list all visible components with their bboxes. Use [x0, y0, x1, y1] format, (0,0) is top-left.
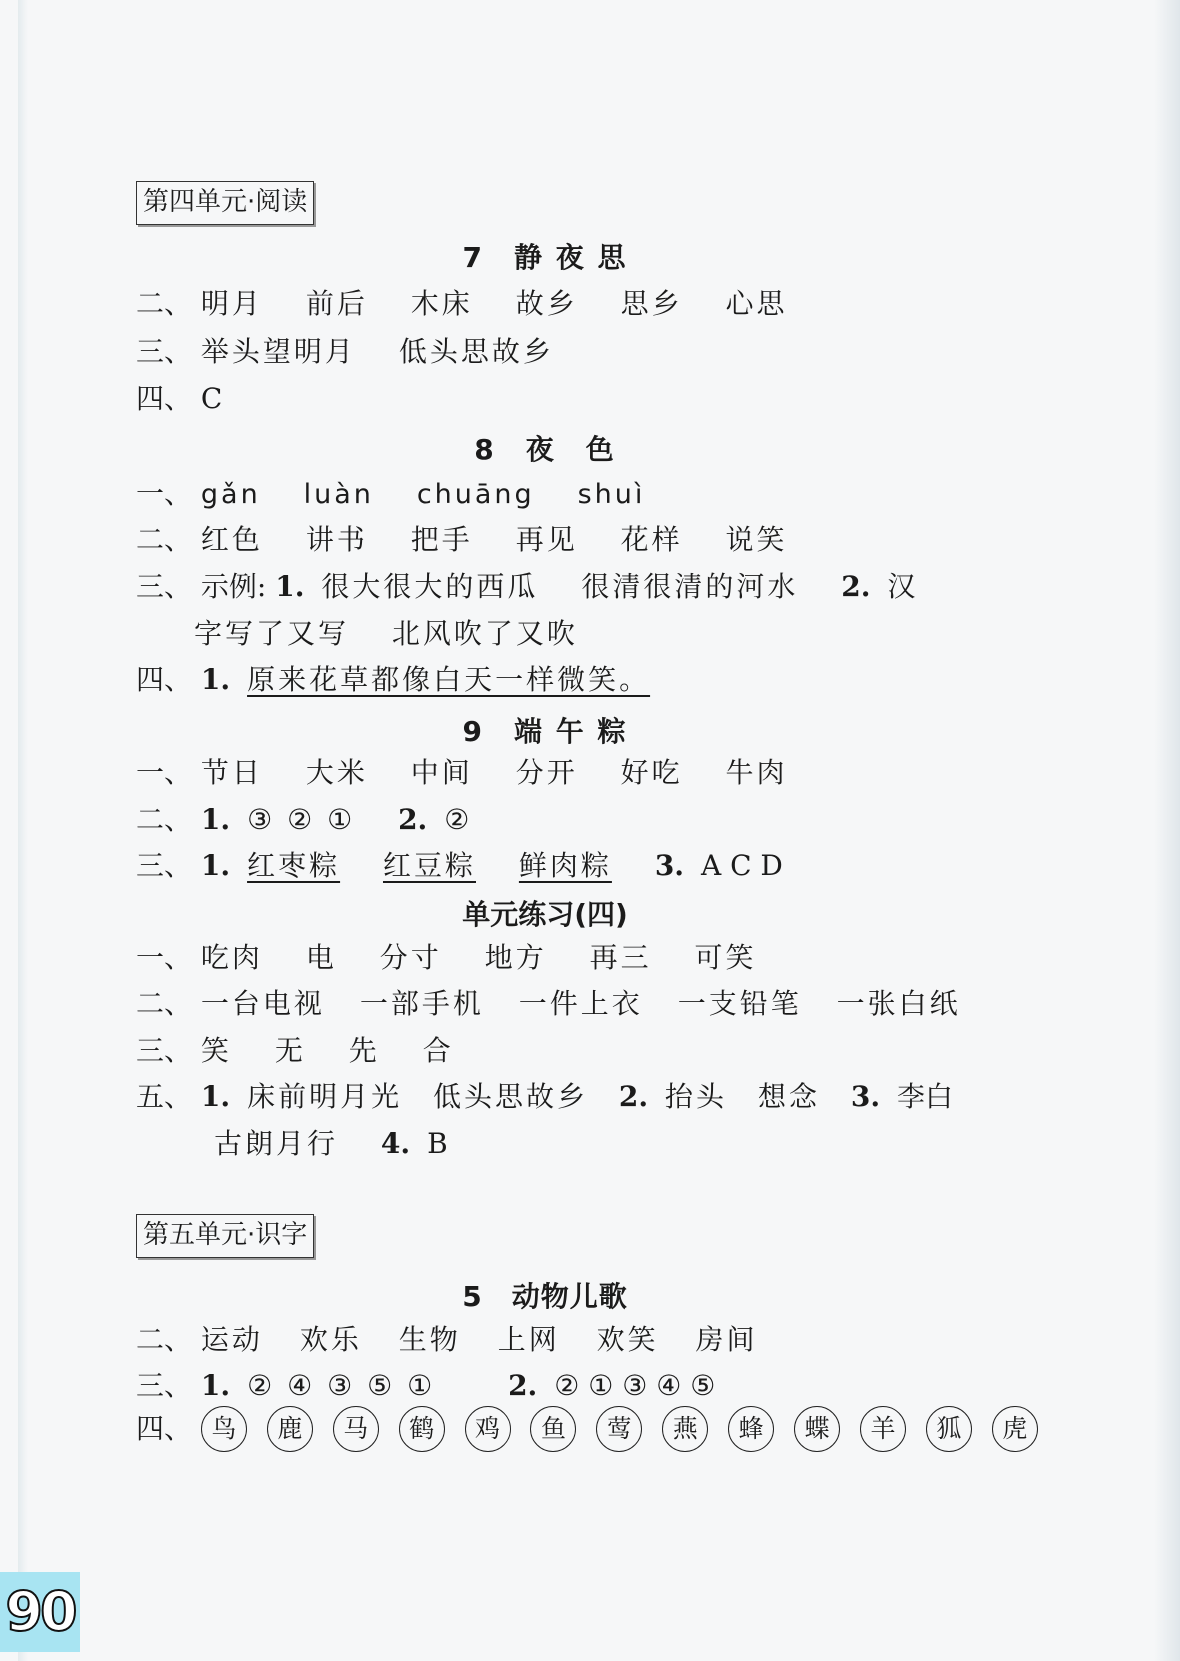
circled-animal: 鹿: [267, 1406, 313, 1452]
circled-animal: 鸡: [465, 1406, 511, 1452]
l8-q4-line: [136, 662, 650, 698]
l9-q1-item: 好吃: [620, 756, 683, 789]
l9-q1-item: 中间: [410, 756, 473, 789]
l8-q1-pinyin: gǎn: [200, 479, 261, 510]
practice-q5-num: 2.: [618, 1080, 649, 1113]
page-number: 90: [0, 1572, 80, 1652]
practice-q2-item: 一支铅笔: [677, 987, 802, 1020]
practice-q5-num: 1.: [200, 1080, 231, 1113]
l9-q2-num: 1.: [200, 803, 231, 836]
l9-q3-line: [136, 848, 783, 884]
l7-q4-label: 四、: [136, 382, 193, 415]
l7-q2-item: 明月: [200, 287, 263, 320]
practice-q2-item: 一张白纸: [836, 987, 961, 1020]
l9-q1-item: 节日: [200, 756, 263, 789]
l9-q3-answer: A C D: [700, 849, 783, 882]
l8-q1-label: 一、: [136, 477, 193, 510]
lesson-9-title: 9 端 午 粽: [462, 715, 628, 748]
practice-q5-item: 低头思故乡: [432, 1080, 588, 1113]
l8-q3-cont: 汉: [887, 570, 916, 603]
l8-q2-item: 讲书: [305, 523, 368, 556]
l9-q2-answer: ②: [444, 803, 470, 836]
practice-q5-label: 五、: [136, 1080, 193, 1113]
practice-q5-item: B: [427, 1127, 448, 1160]
practice-q3-item: 合: [422, 1034, 454, 1067]
practice-q5-line: [136, 1079, 953, 1115]
lesson-8-title: 8 夜 色: [474, 433, 616, 466]
practice-q1-item: 地方: [484, 941, 547, 974]
practice-q2-line: [136, 986, 961, 1022]
l9-q1-line: [136, 755, 822, 791]
practice-q5-item: 李白: [897, 1080, 954, 1113]
l9-q3-item: 红枣粽: [247, 849, 341, 882]
l9-q2-label: 二、: [136, 803, 193, 836]
l5-q3-answer: ② ④ ③ ⑤ ①: [247, 1369, 436, 1402]
l7-q2-label: 二、: [136, 287, 193, 320]
l9-q2-num: 2.: [398, 803, 428, 836]
practice-q5-item: 抬头: [665, 1080, 728, 1113]
practice-q5-item: 古朗月行: [214, 1127, 339, 1160]
circled-animal: 蜂: [728, 1406, 774, 1452]
l8-q2-item: 再见: [515, 523, 578, 556]
practice-q5-num: 4.: [380, 1127, 411, 1160]
practice-q3-item: 笑: [200, 1034, 232, 1067]
l9-q1-item: 牛肉: [725, 756, 788, 789]
l5-q2-item: 上网: [497, 1323, 560, 1356]
l9-q2-answer: ③ ② ①: [247, 803, 356, 836]
l8-q3-cont-item: 北风吹了又吹: [391, 617, 578, 650]
l7-q3-item: 举头望明月: [200, 335, 356, 368]
l5-q3-label: 三、: [136, 1369, 193, 1402]
lesson-7-title: 7 静 夜 思: [462, 241, 628, 274]
l5-q3-answer: ② ① ③ ④ ⑤: [554, 1369, 716, 1402]
l8-q1-line: [136, 476, 679, 513]
practice-q5-num: 3.: [850, 1080, 881, 1113]
l5-q3-line: [136, 1368, 715, 1404]
circled-animal: 马: [333, 1406, 379, 1452]
l8-q4-label: 四、: [136, 663, 193, 696]
l8-q1-pinyin: luàn: [303, 479, 374, 510]
l8-q2-item: 红色: [200, 523, 263, 556]
practice-q3-line: [136, 1033, 488, 1069]
l8-q1-pinyin: shuì: [577, 479, 646, 510]
l7-q4-answer: C: [200, 382, 223, 415]
practice-q1-item: 可笑: [694, 941, 757, 974]
l9-q3-num: 1.: [200, 849, 231, 882]
practice-q5-item: 想念: [757, 1080, 820, 1113]
l8-q2-item: 花样: [620, 523, 683, 556]
l8-q3-num: 1.: [275, 570, 305, 603]
circled-animal: 鱼: [530, 1406, 576, 1452]
practice-q1-item: 吃肉: [200, 941, 263, 974]
l5-q2-item: 运动: [200, 1323, 263, 1356]
circled-animal: 鸟: [201, 1406, 247, 1452]
practice-q1-line: [136, 940, 791, 976]
l7-q2-item: 故乡: [515, 287, 578, 320]
l7-q4-line: [136, 381, 222, 417]
practice-title: 单元练习(四): [462, 898, 628, 931]
l5-q2-item: 生物: [398, 1323, 461, 1356]
practice-q2-item: 一件上衣: [518, 987, 643, 1020]
l8-q2-item: 把手: [410, 523, 473, 556]
l7-q2-item: 心思: [725, 287, 788, 320]
l8-q3-line: [136, 569, 915, 605]
lesson-5-title: 5 动物儿歌: [462, 1280, 628, 1313]
practice-q2-label: 二、: [136, 987, 193, 1020]
practice-q1-item: 分寸: [379, 941, 442, 974]
l8-q2-line: [136, 522, 822, 558]
l8-q3-cont-item: 字写了又写: [194, 617, 350, 650]
l5-q2-item: 房间: [695, 1323, 758, 1356]
circled-animal: 鹤: [399, 1406, 445, 1452]
practice-q2-item: 一部手机: [359, 987, 484, 1020]
practice-q1-item: 电: [305, 941, 337, 974]
l9-q3-num: 3.: [654, 849, 685, 882]
l9-q3-label: 三、: [136, 849, 193, 882]
practice-q1-label: 一、: [136, 941, 193, 974]
l7-q3-item: 低头思故乡: [398, 335, 554, 368]
practice-q2-item: 一台电视: [200, 987, 325, 1020]
l8-q3-cont-line: [194, 616, 612, 652]
circled-animal: 燕: [662, 1406, 708, 1452]
l8-q3-label: 三、: [136, 570, 193, 603]
l5-q3-num: 1.: [200, 1369, 231, 1402]
section-label-unit5: 第五单元·识字: [136, 1214, 314, 1258]
l7-q2-line: [136, 286, 822, 322]
l7-q2-item: 前后: [305, 287, 368, 320]
practice-q5-cont-line: [214, 1126, 448, 1162]
l9-q1-item: 分开: [515, 756, 578, 789]
circled-animal: 莺: [596, 1406, 642, 1452]
l5-q3-num: 2.: [508, 1369, 538, 1402]
l7-q2-item: 思乡: [620, 287, 683, 320]
l5-q2-label: 二、: [136, 1323, 193, 1356]
practice-q5-item: 床前明月光: [247, 1080, 403, 1113]
l8-q3-prefix: 示例:: [200, 570, 267, 603]
l9-q3-item: 鲜肉粽: [518, 849, 612, 882]
l7-q3-line: [136, 334, 588, 370]
circled-animal: 蝶: [794, 1406, 840, 1452]
l8-q2-label: 二、: [136, 523, 193, 556]
l9-q1-item: 大米: [305, 756, 368, 789]
l5-q2-item: 欢笑: [596, 1323, 659, 1356]
circled-animal: 羊: [860, 1406, 906, 1452]
l8-q2-item: 说笑: [725, 523, 788, 556]
l8-q3-item: 很大很大的西瓜: [321, 570, 539, 603]
practice-q1-item: 再三: [589, 941, 652, 974]
l7-q3-label: 三、: [136, 335, 193, 368]
page-edge-right: [1154, 0, 1180, 1661]
l9-q3-item: 红豆粽: [382, 849, 476, 882]
l5-q2-line: [136, 1322, 758, 1358]
practice-q3-item: 无: [274, 1034, 306, 1067]
l8-q3-num: 2.: [841, 570, 871, 603]
l8-q3-item: 很清很清的河水: [581, 570, 799, 603]
practice-q3-item: 先: [348, 1034, 380, 1067]
l5-q4-line: [136, 1404, 1038, 1452]
l7-q2-item: 木床: [410, 287, 473, 320]
l8-q4-num: 1.: [200, 663, 231, 696]
circled-animal: 虎: [992, 1406, 1038, 1452]
circled-animal: 狐: [926, 1406, 972, 1452]
l9-q2-line: [136, 802, 469, 838]
section-label-unit4: 第四单元·阅读: [136, 181, 314, 225]
practice-q3-label: 三、: [136, 1034, 193, 1067]
l8-q1-pinyin: chuāng: [416, 479, 535, 510]
l9-q1-label: 一、: [136, 756, 193, 789]
l5-q4-label: 四、: [136, 1411, 193, 1445]
l8-q4-answer: 原来花草都像白天一样微笑。: [247, 663, 651, 696]
l5-q2-item: 欢乐: [299, 1323, 362, 1356]
